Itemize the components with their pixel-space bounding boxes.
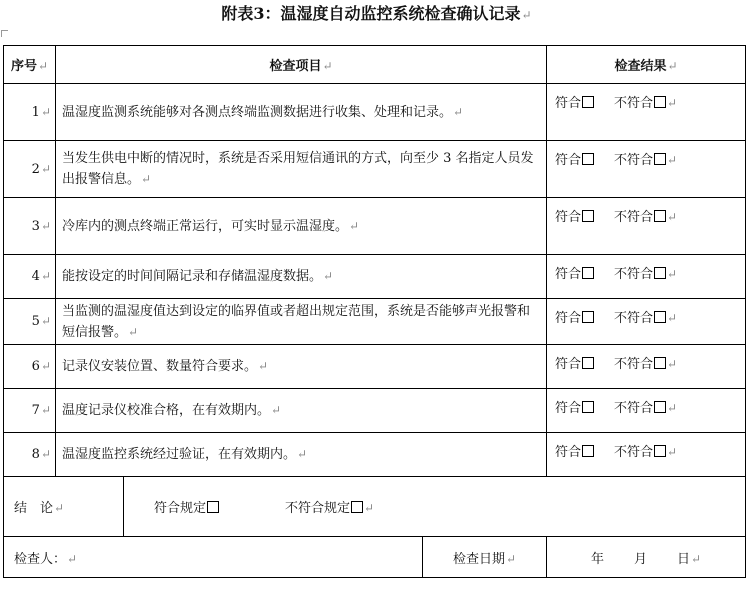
paragraph-mark-icon: ↵ (54, 501, 65, 515)
checkbox-icon[interactable] (582, 311, 594, 323)
row-item: 温湿度监控系统经过验证，在有效期内。↵ (56, 433, 547, 477)
checkbox-icon[interactable] (654, 401, 666, 413)
row-number: 5↵ (4, 299, 56, 345)
paragraph-mark-icon: ↵ (667, 96, 678, 110)
paragraph-mark-icon: ↵ (40, 447, 51, 461)
paragraph-mark-icon: ↵ (128, 324, 139, 339)
checkbox-icon[interactable] (582, 445, 594, 457)
checkbox-icon[interactable] (582, 401, 594, 413)
checklist-table (3, 45, 746, 578)
paragraph-mark-icon: ↵ (690, 551, 702, 566)
checkbox-icon[interactable] (654, 445, 666, 457)
paragraph-mark-icon: ↵ (667, 153, 678, 167)
row-result: 符合 不符合 ↵ (547, 255, 746, 299)
checkbox-icon[interactable] (654, 96, 666, 108)
row-number: 3↵ (4, 198, 56, 255)
paragraph-mark-icon: ↵ (323, 269, 334, 283)
table-row (4, 389, 746, 433)
checkbox-icon[interactable] (207, 501, 219, 513)
conclusion-options: 符合规定 不符合规定 ↵ (124, 477, 746, 537)
row-result: 符合 不符合 ↵ (547, 299, 746, 345)
row-item: 当发生供电中断的情况时，系统是否采用短信通讯的方式，向至少 3 名指定人员发出报警信息。↵ (56, 141, 547, 198)
row-number: 6↵ (4, 345, 56, 389)
signoff-row (4, 537, 746, 578)
checkbox-icon[interactable] (654, 153, 666, 165)
table-row (4, 433, 746, 477)
paragraph-mark-icon: ↵ (67, 551, 78, 566)
paragraph-mark-icon: ↵ (40, 359, 51, 373)
row-number: 4↵ (4, 255, 56, 299)
paragraph-mark-icon: ↵ (40, 104, 51, 119)
header-result: 检查结果↵ (547, 46, 746, 84)
row-item: 能按设定的时间间隔记录和存储温湿度数据。↵ (56, 255, 547, 299)
checkbox-icon[interactable] (654, 357, 666, 369)
header-no: 序号↵ (4, 46, 56, 84)
paragraph-mark-icon: ↵ (667, 357, 678, 371)
paragraph-mark-icon: ↵ (364, 501, 375, 515)
table-row (4, 299, 746, 345)
row-number: 8↵ (4, 433, 56, 477)
checkbox-icon[interactable] (582, 210, 594, 222)
corner-marker (1, 30, 8, 37)
paragraph-mark-icon: ↵ (40, 403, 51, 417)
row-item: 温度记录仪校准合格，在有效期内。↵ (56, 389, 547, 433)
table-row (4, 345, 746, 389)
row-result: 符合 不符合 ↵ (547, 389, 746, 433)
paragraph-mark-icon: ↵ (667, 59, 678, 73)
paragraph-mark-icon: ↵ (37, 59, 49, 73)
checkbox-icon[interactable] (654, 210, 666, 222)
checkbox-icon[interactable] (582, 267, 594, 279)
paragraph-mark-icon: ↵ (505, 551, 517, 566)
paragraph-mark-icon: ↵ (667, 401, 678, 415)
checkbox-icon[interactable] (582, 357, 594, 369)
row-item: 记录仪安装位置、数量符合要求。↵ (56, 345, 547, 389)
row-number: 2↵ (4, 141, 56, 198)
date-label-cell: 检查日期↵ (423, 537, 547, 578)
row-item: 冷库内的测点终端正常运行，可实时显示温湿度。↵ (56, 198, 547, 255)
date-value-cell: 年 月 日↵ (547, 537, 746, 578)
row-result: 符合 不符合 ↵ (547, 345, 746, 389)
paragraph-mark-icon: ↵ (667, 267, 678, 281)
row-number: 7↵ (4, 389, 56, 433)
paragraph-mark-icon: ↵ (322, 59, 333, 73)
paragraph-mark-icon: ↵ (667, 311, 678, 325)
row-result: 符合 不符合 ↵ (547, 433, 746, 477)
paragraph-mark-icon: ↵ (40, 161, 51, 176)
paragraph-mark-icon: ↵ (667, 210, 678, 224)
paragraph-mark-icon: ↵ (667, 445, 678, 459)
checkbox-icon[interactable] (654, 267, 666, 279)
table-row (4, 198, 746, 255)
paragraph-mark-icon: ↵ (271, 403, 282, 417)
row-result: 符合 不符合 ↵ (547, 141, 746, 198)
checkbox-icon[interactable] (582, 153, 594, 165)
header-row (4, 46, 746, 84)
row-number: 1↵ (4, 84, 56, 141)
table-row (4, 84, 746, 141)
row-result: 符合 不符合 ↵ (547, 198, 746, 255)
paragraph-mark-icon: ↵ (141, 172, 152, 186)
paragraph-mark-icon: ↵ (40, 314, 51, 328)
row-result: 符合 不符合 ↵ (547, 84, 746, 141)
inspector-cell: 检查人：↵ (4, 537, 423, 578)
paragraph-mark-icon: ↵ (521, 8, 532, 22)
table-row (4, 141, 746, 198)
page-title: 附表3：温湿度自动监控系统检查确认记录↵ (221, 4, 532, 23)
row-item: 温湿度监测系统能够对各测点终端监测数据进行收集、处理和记录。↵ (56, 84, 547, 141)
checkbox-icon[interactable] (351, 501, 363, 513)
header-item: 检查项目↵ (56, 46, 547, 84)
paragraph-mark-icon: ↵ (258, 359, 269, 373)
paragraph-mark-icon: ↵ (453, 104, 464, 119)
table-row (4, 255, 746, 299)
paragraph-mark-icon: ↵ (297, 447, 308, 461)
conclusion-label: 结 论↵ (4, 477, 124, 537)
paragraph-mark-icon: ↵ (349, 218, 360, 233)
paragraph-mark-icon: ↵ (40, 269, 51, 283)
checkbox-icon[interactable] (582, 96, 594, 108)
row-item: 当监测的温湿度值达到设定的临界值或者超出规定范围，系统是否能够声光报警和短信报警。↵ (56, 299, 547, 345)
paragraph-mark-icon: ↵ (40, 218, 51, 233)
checkbox-icon[interactable] (654, 311, 666, 323)
conclusion-row (4, 477, 746, 537)
